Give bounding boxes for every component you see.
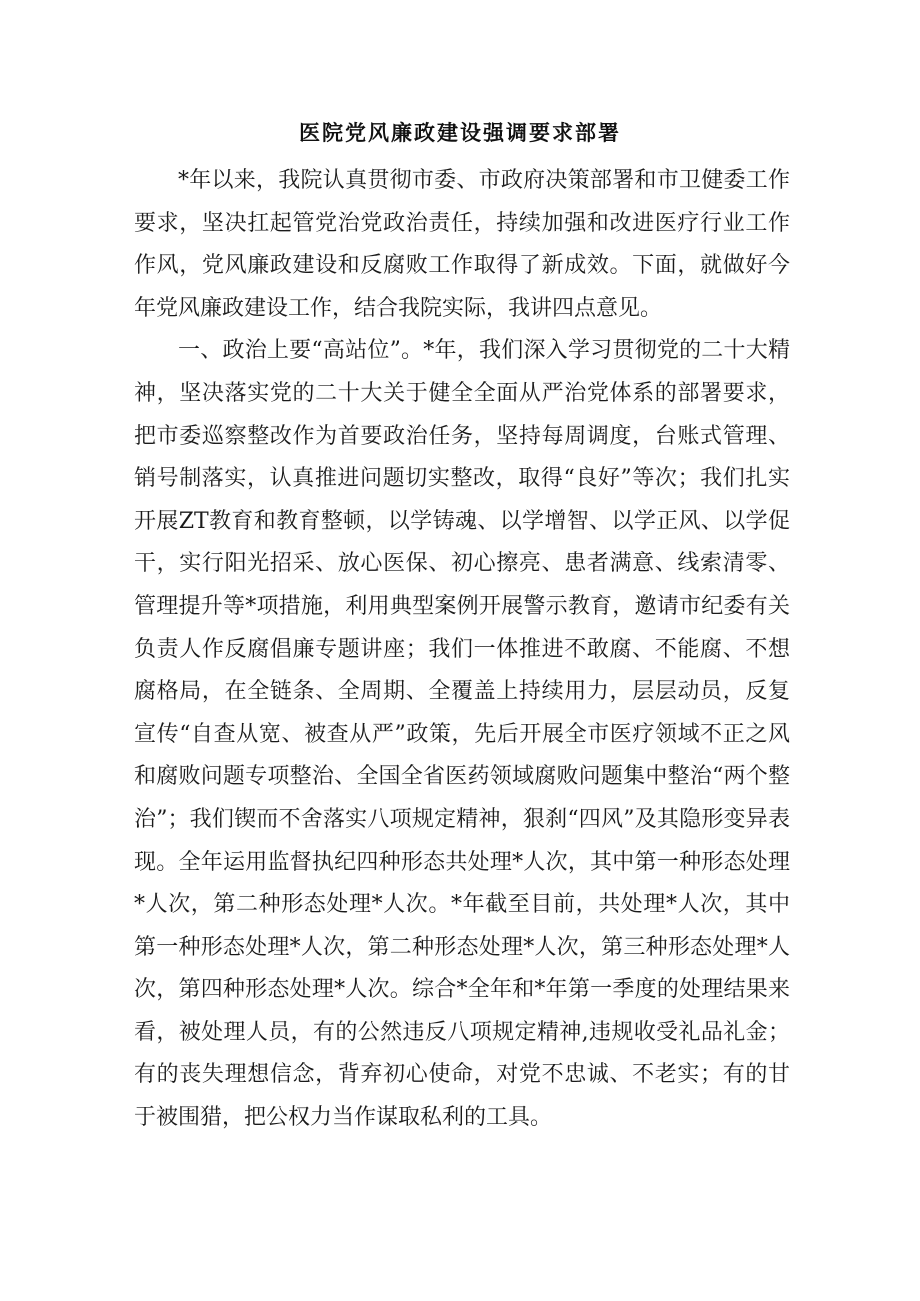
document-body bbox=[134, 160, 790, 1140]
paragraph-intro: *年以来，我院认真贯彻市委、市政府决策部署和市卫健委工作要求，坚决扛起管党治党政治责任，持续加强和改进医疗行业工作作风，党风廉政建设和反腐败工作取得了新成效。下面，就做好今年党风廉政建设工作，结合我院实际，我讲四点意见。 bbox=[134, 168, 790, 321]
paragraph-section-one: 一、政治上要“高站位”。*年，我们深入学习贯彻党的二十大精神，坚决落实党的二十大关于健全全面从严治党体系的部署要求，把市委巡察整改作为首要政治任务，坚持每周调度，台账式管理、销号制落实，认真推进问题切实整改，取得“良好”等次；我们扎实开展ZT教育和教育整顿，以学铸魂、以学增智、以学正风、以学促干，实行阳光招采、放心医保、初心擦亮、患者满意、线索清零、管理提升等*项措施，利用典型案例开展警示教育，邀请市纪委有关负责人作反腐倡廉专题讲座；我们一体推进不敢腐、不能腐、不想腐格局，在全链条、全周期、全覆盖上持续用力，层层动员，反复宣传“自查从宽、被查从严”政策，先后开展全市医疗领域不正之风和腐败问题专项整治、全国全省医药领域腐败问题集中整治“两个整治”；我们锲而不舍落实八项规定精神，狠刹“四风”及其隐形变异表现。全年运用监督执纪四种形态共处理*人次，其中第一种形态处理*人次，第二种形态处理*人次。*年截至目前，共处理*人次，其中第一种形态处理*人次，第二种形态处理*人次，第三种形态处理*人次，第四种形态处理*人次。综合*全年和*年第一季度的处理结果来看，被处理人员，有的公然违反八项规定精神,违规收受礼品礼金；有的丧失理想信念，背弃初心使命，对党不忠诚、不老实；有的甘于被围猎，把公权力当作谋取私利的工具。 bbox=[134, 338, 790, 1131]
document-title: 医院党风廉政建设强调要求部署 bbox=[299, 120, 621, 145]
